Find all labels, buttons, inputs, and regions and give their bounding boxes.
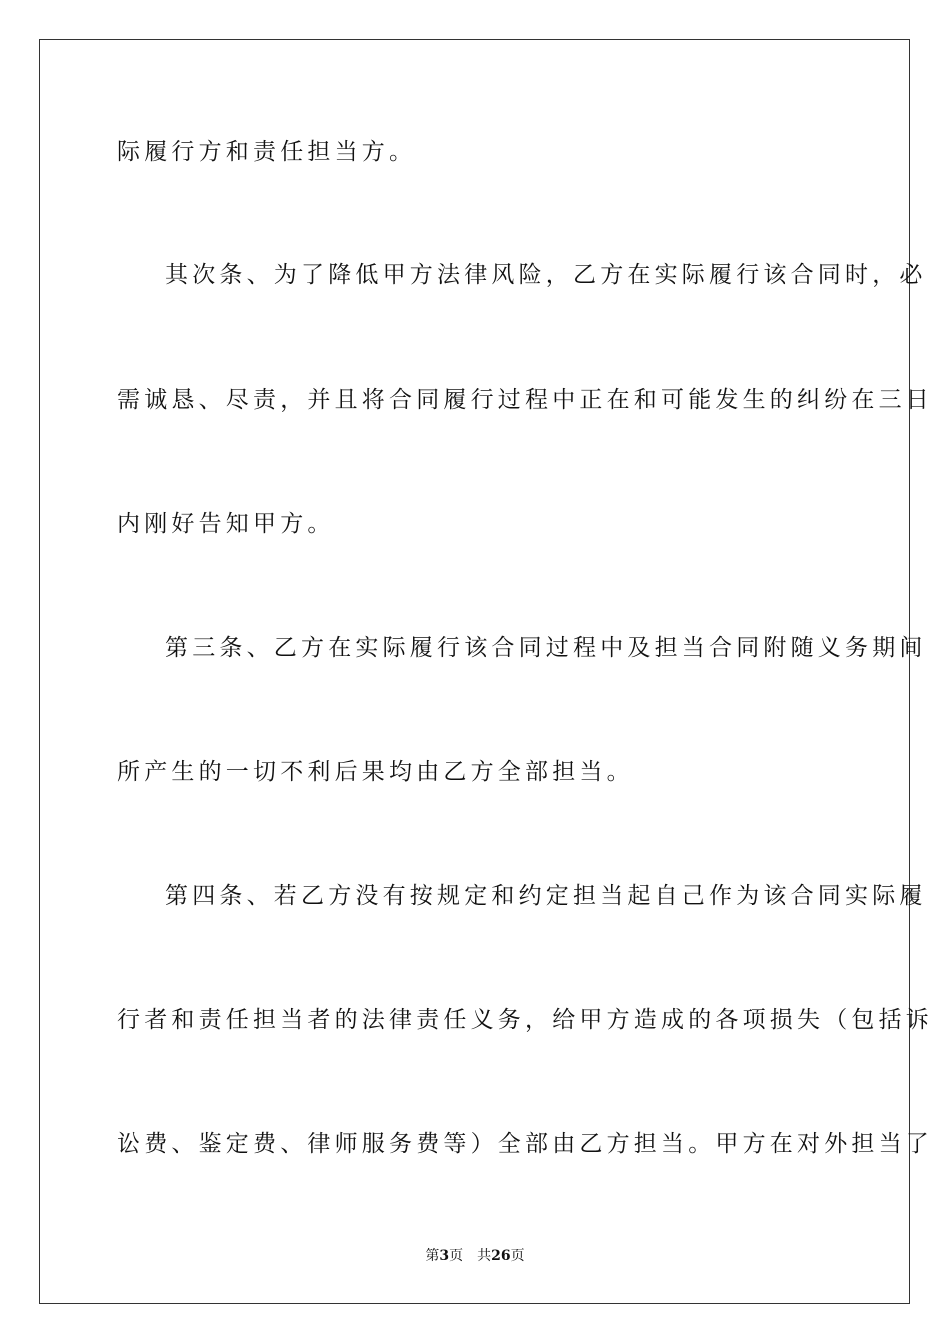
total-suffix: 页 [510, 1248, 525, 1264]
page-number: 3 [439, 1248, 450, 1264]
total-prefix: 共 [477, 1248, 492, 1264]
body-text-line: 第三条、乙方在实际履行该合同过程中及担当合同附随义务期间 [165, 635, 927, 661]
body-text-line: 第四条、若乙方没有按规定和约定担当起自己作为该合同实际履 [165, 883, 927, 909]
body-text-line: 内刚好告知甲方。 [117, 511, 335, 537]
body-text-line: 其次条、为了降低甲方法律风险，乙方在实际履行该合同时，必 [165, 262, 927, 288]
body-text-line: 所产生的一切不利后果均由乙方全部担当。 [117, 759, 634, 785]
body-text-line: 行者和责任担当者的法律责任义务，给甲方造成的各项损失（包括诉 [117, 1007, 933, 1033]
page-suffix: 页 [449, 1248, 464, 1264]
body-text-line: 际履行方和责任担当方。 [117, 139, 417, 165]
page-border [39, 39, 933, 1304]
total-pages: 26 [491, 1248, 511, 1264]
body-text-line: 需诚恳、尽责，并且将合同履行过程中正在和可能发生的纠纷在三日 [117, 387, 933, 413]
page-prefix: 第 [425, 1248, 440, 1264]
page-footer [0, 1246, 950, 1266]
body-text-line: 讼费、鉴定费、律师服务费等）全部由乙方担当。甲方在对外担当了 [117, 1131, 933, 1157]
